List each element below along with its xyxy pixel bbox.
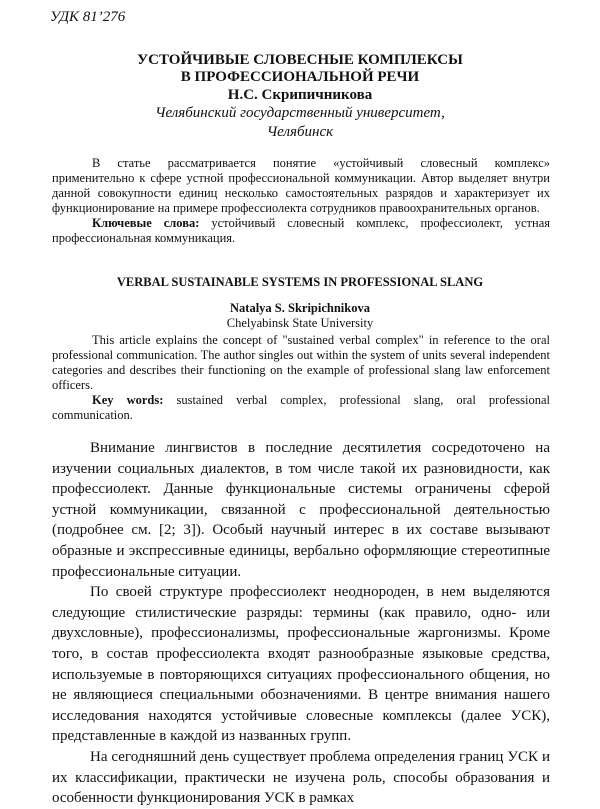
article-body: [52, 438, 550, 809]
abstract-en: [52, 333, 550, 423]
udk-code: УДК 81’276: [50, 9, 126, 25]
article-title-en: VERBAL SUSTAINABLE SYSTEMS IN PROFESSIONAL SLANG: [116, 275, 484, 289]
affiliation-line-2: Челябинск: [266, 124, 334, 140]
affiliation-en: Chelyabinsk State University: [226, 316, 374, 330]
article-title-line-2: В ПРОФЕССИОНАЛЬНОЙ РЕЧИ: [180, 69, 420, 85]
body-paragraph: На сегодняшний день существует проблема определения границ УСК и их классификации, практически не изучена роль, способы образования и особенности функционирования УСК в рамках: [52, 748, 550, 807]
article-header: [40, 52, 560, 142]
keywords-en-label: Key words:: [92, 393, 164, 407]
author-name: Н.С. Скрипичникова: [227, 87, 373, 103]
keywords-en-text: sustained verbal complex, professional slang, oral professional communication.: [52, 393, 550, 422]
abstract-ru: [52, 156, 550, 246]
keywords-ru: [52, 216, 550, 246]
keywords-ru-label: Ключевые слова:: [92, 216, 200, 230]
keywords-en: [52, 393, 550, 423]
abstract-ru-text: В статье рассматривается понятие «устойчивый словесный комплекс» применительно к сфере устной профессиональной коммуникации. Автор выделяет внутри данной совокупности единиц несколько самостоятельных разрядов и характеризует их функционирование на примере профессиолекта сотрудников правоохранительных органов.: [52, 156, 550, 215]
body-paragraph: По своей структуре профессиолект неоднороден, в нем выделяются следующие стилистические разряды: термины (как правило, одно- или двухсловные), профессионализмы, профессиональные жаргонизмы. Кроме того, в состав профессиолекта входят разнообразные языковые средства, используемые в повторяющихся ситуациях профессионального общения, но не являющиеся специальными обозначениями. В центре внимания нашего исследования находятся устойчивые словесные комплексы (далее УСК), представленные в каждой из названных групп.: [52, 584, 550, 745]
author-name-en: Natalya S. Skripichnikova: [230, 301, 370, 315]
affiliation-line-1: Челябинский государственный университет,: [155, 105, 445, 121]
body-paragraph: Внимание лингвистов в последние десятилетия сосредоточено на изучении социальных диалектов, в том числе такой их разновидности, как профессиолект. Данные функциональные системы ограничены сферой устной коммуникации, связанной с профессиональной деятельностью (подробнее см. [2; 3]). Особый научный интерес в их составе вызывают образные и экспрессивные единицы, вербально оформляющие стереотипные профессиональные ситуации.: [52, 440, 550, 580]
abstract-en-text: This article explains the concept of "sustained verbal complex" in reference to the oral professional communication. The author singles out within the system of units several independent categories and describes their functioning on the example of professional slang law enforcement officers.: [52, 333, 550, 392]
keywords-ru-text: устойчивый словесный комплекс, профессиолект, устная профессиональная коммуникация.: [52, 216, 550, 245]
article-title-line-1: УСТОЙЧИВЫЕ СЛОВЕСНЫЕ КОМПЛЕКСЫ: [137, 52, 463, 68]
